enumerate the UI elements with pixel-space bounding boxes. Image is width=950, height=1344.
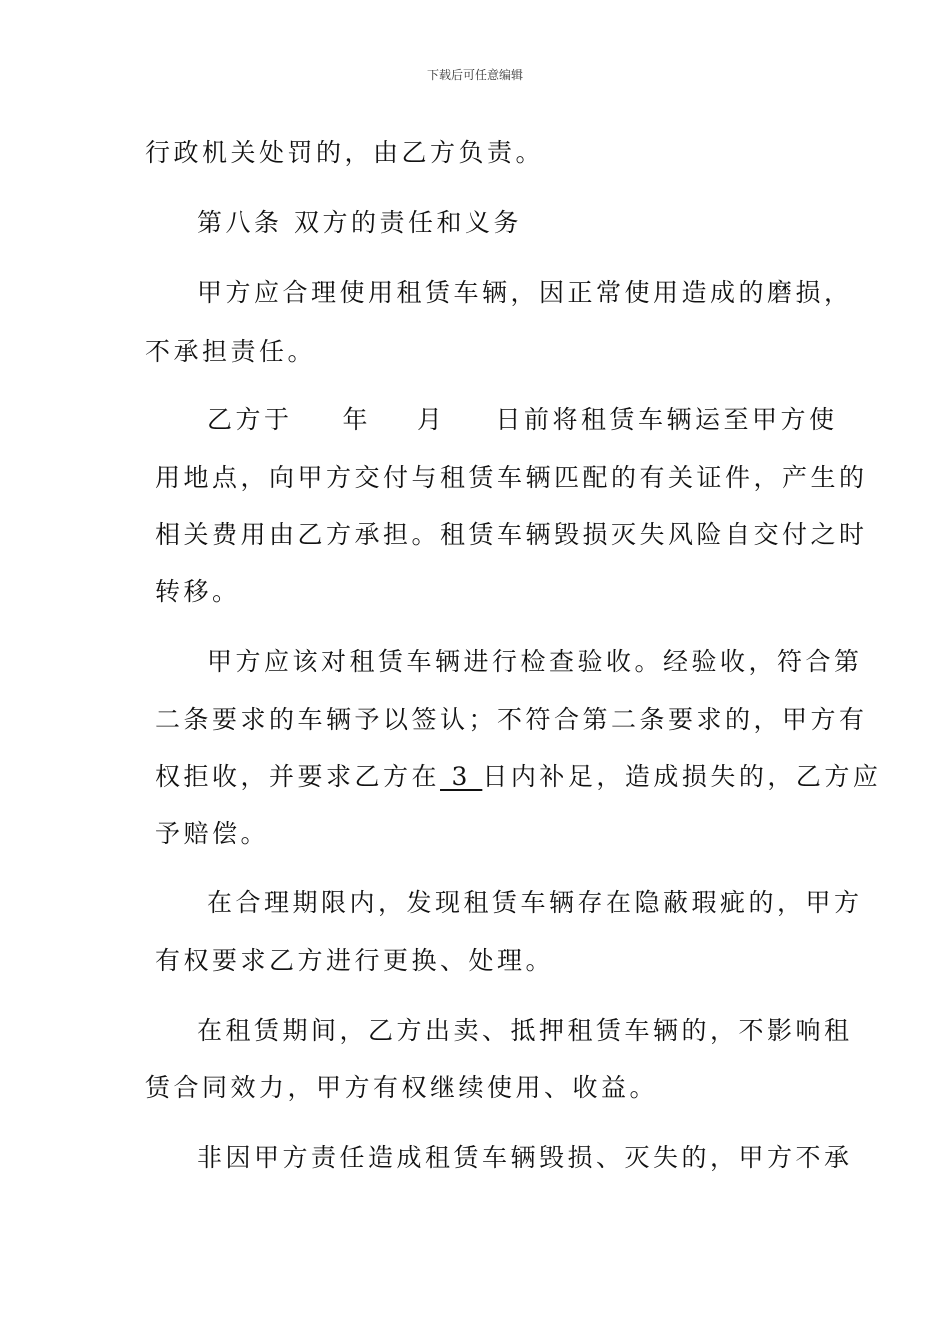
paragraph-line: 相关费用由乙方承担。租赁车辆毁损灭失风险自交付之时 — [155, 520, 868, 549]
text-segment: 日内补足，造成损失的，乙方应 — [482, 762, 882, 791]
text-segment: 月 — [417, 405, 446, 434]
paragraph-line: 在合理期限内，发现租赁车辆存在隐蔽瑕疵的，甲方 — [207, 888, 863, 917]
paragraph-line: 非因甲方责任造成租赁车辆毁损、灭失的，甲方不承 — [197, 1143, 853, 1172]
paragraph-line: 转移。 — [155, 577, 241, 606]
paragraph-line: 用地点，向甲方交付与租赁车辆匹配的有关证件，产生的 — [155, 463, 868, 492]
text-segment: 权拒收，并要求乙方在 — [155, 762, 441, 791]
paragraph-line: 不承担责任。 — [145, 337, 317, 366]
text-segment: 日前将租赁车辆运至甲方使 — [495, 405, 838, 434]
paragraph-line: 赁合同效力，甲方有权继续使用、收益。 — [145, 1073, 659, 1102]
paragraph-line: 予赔偿。 — [155, 819, 270, 848]
page-header: 下载后可任意编辑 — [426, 68, 523, 82]
text-segment: 年 — [342, 405, 372, 434]
paragraph-line: 甲方应合理使用租赁车辆，因正常使用造成的磨损， — [197, 278, 853, 307]
article-heading: 第八条 双方的责任和义务 — [197, 208, 522, 237]
paragraph-line: 有权要求乙方进行更换、处理。 — [155, 946, 555, 975]
paragraph-line: 甲方应该对租赁车辆进行检查验收。经验收，符合第 — [207, 647, 863, 676]
paragraph-line-with-blanks — [207, 405, 838, 435]
paragraph-line: 在租赁期间，乙方出卖、抵押租赁车辆的，不影响租 — [197, 1016, 853, 1045]
paragraph-line-with-blank — [155, 762, 881, 792]
filled-blank-days: 3 — [440, 762, 483, 791]
paragraph-line: 行政机关处罚的，由乙方负责。 — [145, 138, 545, 167]
paragraph-line: 二条要求的车辆予以签认；不符合第二条要求的，甲方有 — [155, 705, 868, 734]
text-segment: 乙方于 — [207, 405, 293, 434]
